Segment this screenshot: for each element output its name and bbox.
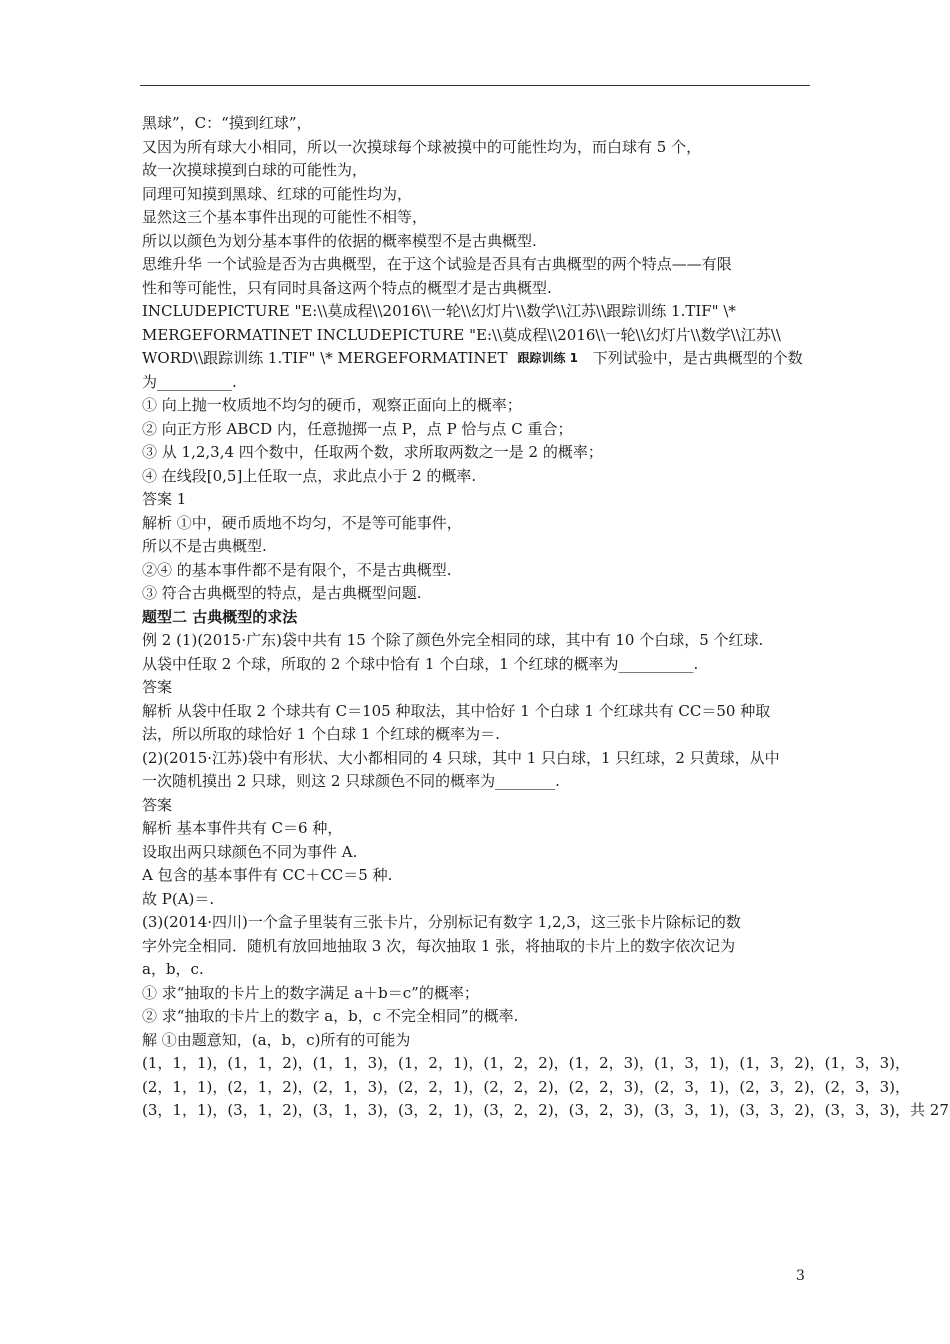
text-line: 解 ①由题意知，(a，b，c)所有的可能为: [142, 1030, 411, 1049]
text-line: 故 P(A)＝.: [142, 889, 215, 908]
text-line: (3)(2014·四川)一个盒子里装有三张卡片，分别标记有数字 1,2,3，这三张卡片除标记的数: [142, 913, 741, 931]
text-line: MERGEFORMATINET INCLUDEPICTURE "E:\\莫成程\\2016\\一轮\\幻灯片\\数学\\江苏\\: [142, 325, 781, 344]
practice-badge: 跟踪训练 1: [517, 351, 578, 365]
text-line: 显然这三个基本事件出现的可能性不相等，: [142, 208, 428, 226]
text-segment: WORD\\跟踪训练 1.TIF" \* MERGEFORMATINET: [142, 349, 508, 367]
text-line: 设取出两只球颜色不同为事件 A.: [142, 842, 358, 861]
text-line: A 包含的基本事件有 CC＋CC＝5 种.: [142, 866, 393, 884]
text-line: 字外完全相同．随机有放回地抽取 3 次，每次抽取 1 张，将抽取的卡片上的数字依次记为: [142, 936, 736, 955]
text-line: 所以不是古典概型.: [142, 537, 267, 555]
text-line: ① 求“抽取的卡片上的数字满足 a＋b＝c”的概率；: [142, 983, 479, 1002]
text-line: 例 2 (1)(2015·广东)袋中共有 15 个除了颜色外完全相同的球，其中有 10 个白球，5 个红球.: [142, 631, 764, 649]
text-line: (2)(2015·江苏)袋中有形状、大小都相同的 4 只球，其中 1 只白球，1 只红球，2 只黄球，从中: [142, 748, 780, 767]
text-line: ③ 符合古典概型的特点，是古典概型问题.: [142, 584, 422, 602]
text-line: 同理可知摸到黑球、红球的可能性均为，: [142, 184, 413, 203]
page-number: 3: [796, 1268, 805, 1284]
text-line: 思维升华 一个试验是否为古典概型，在于这个试验是否具有古典概型的两个特点——有限: [142, 255, 732, 273]
text-line: 一次随机摸出 2 只球，则这 2 只球颜色不同的概率为________.: [142, 772, 560, 790]
text-line: ① 向上抛一枚质地不均匀的硬币，观察正面向上的概率；: [142, 396, 522, 414]
text-line: 性和等可能性，只有同时具备这两个特点的概型才是古典概型.: [142, 278, 552, 297]
text-segment: 下列试验中，是古典概型的个数: [588, 349, 803, 367]
text-line: 解析 ①中，硬币质地不均匀，不是等可能事件，: [142, 513, 462, 532]
section-heading: 题型二 古典概型的求法: [142, 607, 298, 626]
text-line: (1，1，1)，(1，1，2)，(1，1，3)，(1，2，1)，(1，2，2)，(1，2，3)，(1，3，1)，(1，3，2)，(1，3，3)，: [142, 1054, 911, 1072]
text-line: ② 求“抽取的卡片上的数字 a，b，c 不完全相同”的概率.: [142, 1007, 519, 1025]
text-line: 答案: [142, 678, 173, 696]
text-line: a，b，c.: [142, 960, 204, 978]
text-line: INCLUDEPICTURE "E:\\莫成程\\2016\\一轮\\幻灯片\\数学\\江苏\\跟踪训练 1.TIF" \*: [142, 302, 736, 320]
text-line: (3，1，1)，(3，1，2)，(3，1，3)，(3，2，1)，(3，2，2)，(3，2，3)，(3，3，1)，(3，3，2)，(3，3，3)，共 27: [142, 1101, 949, 1119]
text-line: ③ 从 1,2,3,4 四个数中，任取两个数，求所取两数之一是 2 的概率；: [142, 443, 603, 461]
text-line: 故一次摸球摸到白球的可能性为，: [142, 161, 368, 179]
text-line: 黑球”，C：“摸到红球”，: [142, 114, 312, 132]
text-line: 法，所以所取的球恰好 1 个白球 1 个红球的概率为＝.: [142, 725, 500, 743]
practice-line: [142, 347, 812, 371]
text-line: 所以以颜色为划分基本事件的依据的概率模型不是古典概型.: [142, 231, 537, 250]
text-line: ②④ 的基本事件都不是有限个，不是古典概型.: [142, 560, 452, 579]
text-line: 解析 基本事件共有 C＝6 种，: [142, 819, 343, 837]
text-line: 答案 1: [142, 490, 187, 508]
text-line: 为__________.: [142, 372, 237, 391]
text-line: ② 向正方形 ABCD 内，任意抛掷一点 P，点 P 恰与点 C 重合；: [142, 419, 573, 438]
text-line: 从袋中任取 2 个球，所取的 2 个球中恰有 1 个白球，1 个红球的概率为__________.: [142, 654, 699, 673]
text-line: 答案: [142, 795, 173, 814]
text-line: ④ 在线段[0,5]上任取一点，求此点小于 2 的概率.: [142, 466, 477, 485]
header-rule: [140, 85, 810, 86]
text-line: 又因为所有球大小相同，所以一次摸球每个球被摸中的可能性均为，而白球有 5 个，: [142, 137, 702, 156]
text-line: 解析 从袋中任取 2 个球共有 C＝105 种取法，其中恰好 1 个白球 1 个红球共有 CC＝50 种取: [142, 701, 771, 720]
page-content: [142, 112, 949, 1123]
text-line: (2，1，1)，(2，1，2)，(2，1，3)，(2，2，1)，(2，2，2)，(2，2，3)，(2，3，1)，(2，3，2)，(2，3，3)，: [142, 1077, 911, 1096]
